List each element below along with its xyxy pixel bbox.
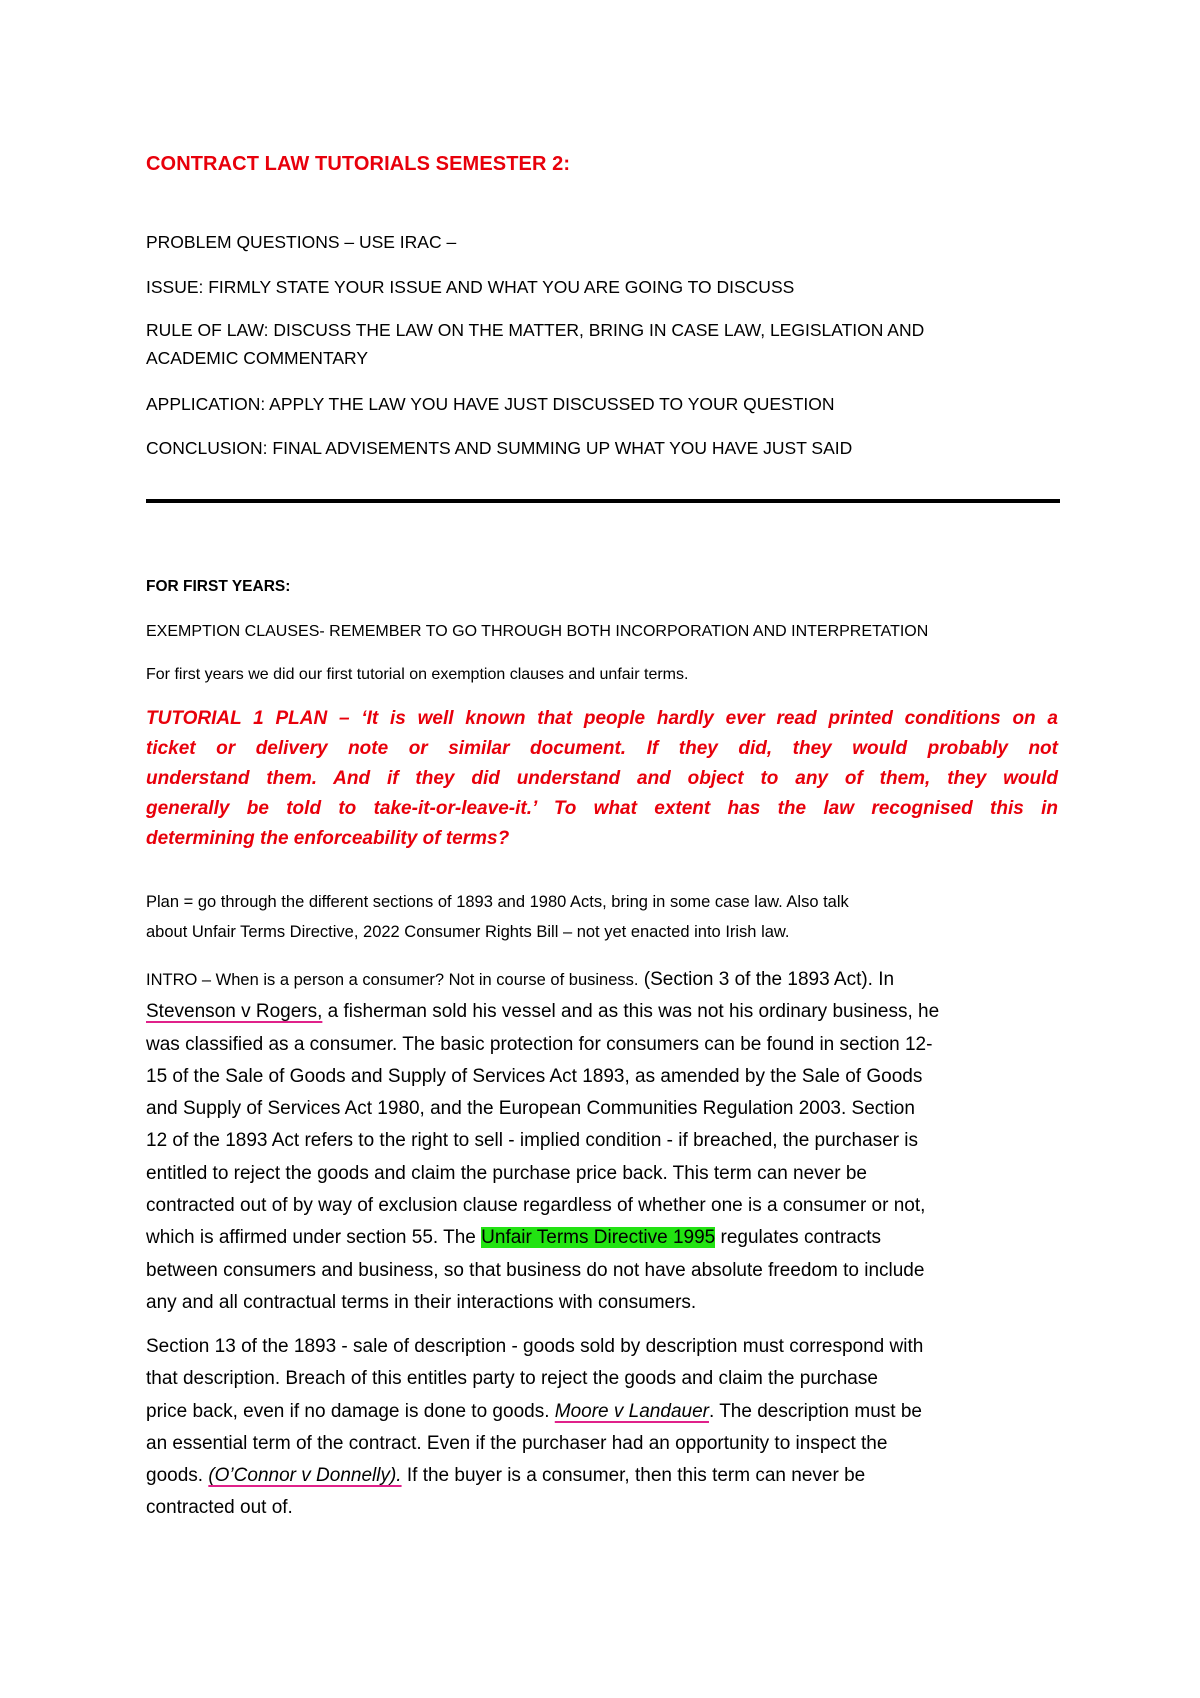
intro-line: between consumers and business, so that business do not have absolute freedom to include [146, 1259, 925, 1281]
s13-line: that description. Breach of this entitles party to reject the goods and claim the purchase [146, 1368, 878, 1390]
intro-line: 15 of the Sale of Goods and Supply of Services Act 1893, as amended by the Sale of Goods [146, 1065, 923, 1087]
intro-line: which is affirmed under section 55. The [146, 1227, 482, 1249]
intro-line: and Supply of Services Act 1980, and the European Communities Regulation 2003. Section [146, 1098, 915, 1120]
irac-rule [146, 316, 924, 372]
intro-line: any and all contractual terms in their interactions with consumers. [146, 1291, 697, 1313]
irac-issue: ISSUE: FIRMLY STATE YOUR ISSUE AND WHAT YOU ARE GOING TO DISCUSS [146, 277, 795, 297]
case-oconnor-v-donnelly: (O’Connor v Donnelly). [208, 1465, 402, 1487]
section-divider [146, 499, 1060, 503]
tutorial-line: TUTORIAL 1 PLAN – ‘It is well known that people hardly ever read printed conditions on a [146, 708, 1058, 729]
intro-line: a fisherman sold his vessel and as this was not his ordinary business, he [322, 1001, 940, 1023]
irac-conclusion: CONCLUSION: FINAL ADVISEMENTS AND SUMMING UP WHAT YOU HAVE JUST SAID [146, 438, 853, 458]
case-moore-v-landauer: Moore v Landauer [554, 1400, 709, 1422]
s13-line: Section 13 of the 1893 - sale of description - goods sold by description must correspond with [146, 1336, 924, 1357]
intro-line: was classified as a consumer. The basic protection for consumers can be found in section 12- [146, 1033, 933, 1055]
irac-rule-line-1: RULE OF LAW: DISCUSS THE LAW ON THE MATTER, BRING IN CASE LAW, LEGISLATION AND [146, 320, 925, 340]
s13-line: price back, even if no damage is done to goods. [146, 1400, 555, 1422]
s13-line: . The description must be [708, 1400, 922, 1422]
tutorial-line: generally be told to take-it-or-leave-it.’ To what extent has the law recognised this in [146, 798, 1058, 819]
irac-application: APPLICATION: APPLY THE LAW YOU HAVE JUST DISCUSSED TO YOUR QUESTION [146, 394, 835, 414]
exemption-clauses-note: EXEMPTION CLAUSES- REMEMBER TO GO THROUGH BOTH INCORPORATION AND INTERPRETATION [146, 623, 929, 640]
highlight-unfair-terms-directive: Unfair Terms Directive 1995 [481, 1227, 716, 1249]
intro-line: entitled to reject the goods and claim the purchase price back. This term can never be [146, 1162, 867, 1184]
plan-line-2: about Unfair Terms Directive, 2022 Consumer Rights Bill – not yet enacted into Irish law. [146, 923, 790, 941]
intro-paragraph [146, 964, 1071, 1319]
first-years-heading: FOR FIRST YEARS: [146, 578, 291, 595]
irac-heading: PROBLEM QUESTIONS – USE IRAC – [146, 232, 457, 252]
tutorial-line: understand them. And if they did understand and object to any of them, they would [146, 768, 1058, 789]
intro-line: 12 of the 1893 Act refers to the right to sell - implied condition - if breached, the purchaser is [146, 1130, 919, 1152]
s13-line: If the buyer is a consumer, then this term can never be [401, 1465, 866, 1487]
tutorial-line: determining the enforceability of terms? [146, 828, 510, 849]
tutorial-line: ticket or delivery note or similar document. If they did, they would probably not [146, 738, 1058, 759]
section-13-paragraph [146, 1331, 1071, 1525]
s13-line: an essential term of the contract. Even if the purchaser had an opportunity to inspect the [146, 1432, 888, 1454]
irac-rule-line-2: ACADEMIC COMMENTARY [146, 348, 369, 368]
intro-line: contracted out of by way of exclusion clause regardless of whether one is a consumer or not, [146, 1195, 926, 1217]
s13-line: goods. [146, 1465, 209, 1487]
first-years-note: For first years we did our first tutorial on exemption clauses and unfair terms. [146, 666, 689, 683]
intro-lead: INTRO – When is a person a consumer? Not in course of business. [146, 971, 639, 989]
document-title: CONTRACT LAW TUTORIALS SEMESTER 2: [146, 153, 571, 175]
case-stevenson-v-rogers: Stevenson v Rogers, [146, 1001, 323, 1023]
plan-line-1: Plan = go through the different sections of 1893 and 1980 Acts, bring in some case law. Also talk [146, 893, 849, 911]
tutorial-1-plan [146, 704, 1058, 854]
intro-line: regulates contracts [715, 1227, 882, 1249]
plan-paragraph [146, 887, 1066, 947]
s13-line: contracted out of. [146, 1497, 293, 1519]
intro-section-3: (Section 3 of the 1893 Act). In [638, 969, 895, 990]
